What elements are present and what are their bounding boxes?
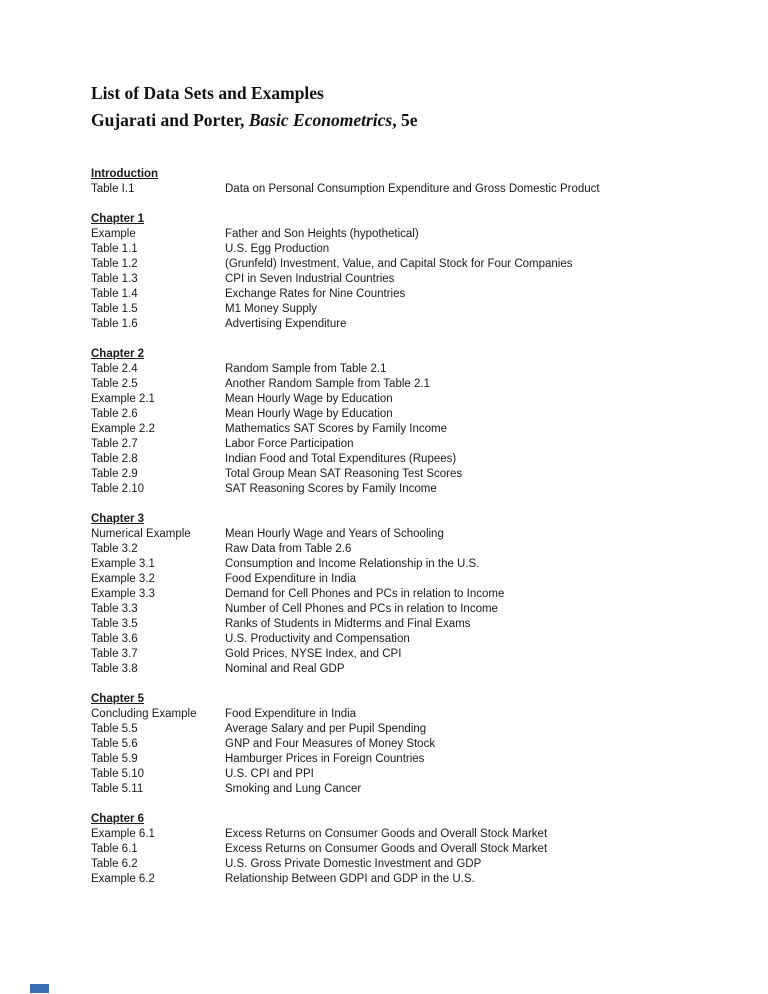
entry-description: Mean Hourly Wage and Years of Schooling (225, 528, 444, 540)
entry-description: Mathematics SAT Scores by Family Income (225, 423, 447, 435)
entry-label: Table 2.10 (91, 483, 145, 495)
entry-label: Table 1.2 (91, 258, 138, 270)
entry-description: Average Salary and per Pupil Spending (225, 723, 427, 735)
entry-description: Relationship Between GDPI and GDP in the U.S. (225, 873, 475, 885)
entry-description: U.S. Egg Production (225, 243, 330, 255)
entry-row (91, 752, 708, 767)
entry-row (91, 707, 708, 722)
entry-label: Table 3.8 (91, 663, 138, 675)
section-heading: Chapter 2 (91, 348, 145, 360)
entry-description: Smoking and Lung Cancer (225, 783, 362, 795)
entry-description: Number of Cell Phones and PCs in relation to Income (225, 603, 498, 615)
entry-label: Table 2.8 (91, 453, 138, 465)
entry-row (91, 647, 708, 662)
entry-row (91, 287, 708, 302)
section-heading: Introduction (91, 168, 159, 180)
entry-label: Table 2.6 (91, 408, 138, 420)
sections (91, 167, 708, 887)
entry-row (91, 182, 708, 197)
entry-row (91, 632, 708, 647)
entry-label: Table 5.11 (91, 783, 144, 795)
entry-label: Table 2.9 (91, 468, 138, 480)
entry-row (91, 572, 708, 587)
entry-label: Table 6.2 (91, 858, 138, 870)
entry-description: U.S. Productivity and Compensation (225, 633, 410, 645)
entry-label: Table 5.5 (91, 723, 138, 735)
entry-row (91, 392, 708, 407)
entry-label: Table I.1 (91, 183, 135, 195)
entry-description: Hamburger Prices in Foreign Countries (225, 753, 425, 765)
entry-label: Concluding Example (91, 708, 197, 720)
entry-description: Random Sample from Table 2.1 (225, 363, 387, 375)
section-heading: Chapter 1 (91, 213, 145, 225)
entry-label: Example 6.2 (91, 873, 155, 885)
entry-label: Table 3.2 (91, 543, 138, 555)
entry-row (91, 422, 708, 437)
entry-label: Table 2.7 (91, 438, 138, 450)
entry-row (91, 302, 708, 317)
entry-description: M1 Money Supply (225, 303, 318, 315)
entry-row (91, 662, 708, 677)
entry-label: Table 1.6 (91, 318, 138, 330)
entry-description: Consumption and Income Relationship in the U.S. (225, 558, 480, 570)
entry-description: Advertising Expenditure (225, 318, 347, 330)
entry-description: (Grunfeld) Investment, Value, and Capital Stock for Four Companies (225, 258, 573, 270)
entry-label: Table 3.3 (91, 603, 138, 615)
section (91, 347, 708, 497)
section (91, 212, 708, 332)
entry-row (91, 362, 708, 377)
entry-label: Example 3.2 (91, 573, 155, 585)
section (91, 812, 708, 887)
entry-description: Another Random Sample from Table 2.1 (225, 378, 430, 390)
entry-description: U.S. Gross Private Domestic Investment and GDP (225, 858, 482, 870)
entry-label: Table 2.4 (91, 363, 138, 375)
entry-description: Food Expenditure in India (225, 708, 357, 720)
entry-description: Food Expenditure in India (225, 573, 357, 585)
entry-row (91, 722, 708, 737)
section-heading: Chapter 3 (91, 513, 145, 525)
section (91, 167, 708, 197)
entry-description: Excess Returns on Consumer Goods and Overall Stock Market (225, 843, 548, 855)
entry-row (91, 767, 708, 782)
entry-description: Indian Food and Total Expenditures (Rupees) (225, 453, 457, 465)
section-heading: Chapter 6 (91, 813, 145, 825)
entry-label: Table 5.9 (91, 753, 138, 765)
entry-description: Demand for Cell Phones and PCs in relation to Income (225, 588, 505, 600)
entry-row (91, 257, 708, 272)
entry-label: Table 1.5 (91, 303, 138, 315)
entry-label: Example 3.3 (91, 588, 155, 600)
entry-row (91, 737, 708, 752)
entry-label: Table 1.1 (91, 243, 138, 255)
entry-row (91, 587, 708, 602)
entry-description: CPI in Seven Industrial Countries (225, 273, 395, 285)
entry-label: Table 5.10 (91, 768, 145, 780)
entry-row (91, 317, 708, 332)
entry-label: Table 3.6 (91, 633, 138, 645)
entry-label: Table 1.4 (91, 288, 138, 300)
entry-description: U.S. CPI and PPI (225, 768, 314, 780)
entry-description: GNP and Four Measures of Money Stock (225, 738, 436, 750)
entry-description: SAT Reasoning Scores by Family Income (225, 483, 437, 495)
document-title-book-name: Basic Econometrics (248, 110, 393, 130)
entry-description: Ranks of Students in Midterms and Final Exams (225, 618, 471, 630)
document-content (91, 80, 708, 887)
entry-row (91, 407, 708, 422)
entry-row (91, 782, 708, 797)
entry-label: Example 6.1 (91, 828, 155, 840)
entry-row (91, 482, 708, 497)
entry-label: Table 5.6 (91, 738, 138, 750)
entry-description: Gold Prices, NYSE Index, and CPI (225, 648, 402, 660)
entry-row (91, 242, 708, 257)
entry-description: Total Group Mean SAT Reasoning Test Scores (225, 468, 463, 480)
entry-row (91, 542, 708, 557)
entry-label: Example 2.1 (91, 393, 155, 405)
entry-description: Mean Hourly Wage by Education (225, 408, 393, 420)
entry-label: Table 1.3 (91, 273, 138, 285)
entry-label: Table 2.5 (91, 378, 138, 390)
entry-label: Example 3.1 (91, 558, 155, 570)
document-title-line1: List of Data Sets and Examples (91, 83, 324, 103)
entry-label: Example (91, 228, 136, 240)
entry-row (91, 272, 708, 287)
entry-row (91, 227, 708, 242)
entry-description: Exchange Rates for Nine Countries (225, 288, 406, 300)
entry-row (91, 827, 708, 842)
entry-row (91, 527, 708, 542)
page-corner-artifact (30, 984, 49, 993)
entry-label: Numerical Example (91, 528, 191, 540)
entry-row (91, 557, 708, 572)
entry-row (91, 617, 708, 632)
entry-description: Data on Personal Consumption Expenditure and Gross Domestic Product (225, 183, 600, 195)
entry-description: Excess Returns on Consumer Goods and Overall Stock Market (225, 828, 548, 840)
section-heading: Chapter 5 (91, 693, 145, 705)
entry-description: Father and Son Heights (hypothetical) (225, 228, 419, 240)
entry-label: Example 2.2 (91, 423, 155, 435)
entry-row (91, 842, 708, 857)
document-title (91, 80, 708, 134)
entry-row (91, 467, 708, 482)
entry-row (91, 602, 708, 617)
entry-description: Raw Data from Table 2.6 (225, 543, 352, 555)
entry-description: Nominal and Real GDP (225, 663, 345, 675)
entry-description: Labor Force Participation (225, 438, 354, 450)
entry-row (91, 377, 708, 392)
entry-label: Table 6.1 (91, 843, 138, 855)
section (91, 512, 708, 677)
entry-description: Mean Hourly Wage by Education (225, 393, 393, 405)
entry-row (91, 452, 708, 467)
document-title-line2-suffix: , 5e (392, 110, 418, 130)
document-title-line2-prefix: Gujarati and Porter, (91, 110, 249, 130)
section (91, 692, 708, 797)
entry-row (91, 857, 708, 872)
document-title-line2 (91, 107, 708, 134)
entry-row (91, 437, 708, 452)
entry-label: Table 3.7 (91, 648, 138, 660)
entry-row (91, 872, 708, 887)
entry-label: Table 3.5 (91, 618, 138, 630)
